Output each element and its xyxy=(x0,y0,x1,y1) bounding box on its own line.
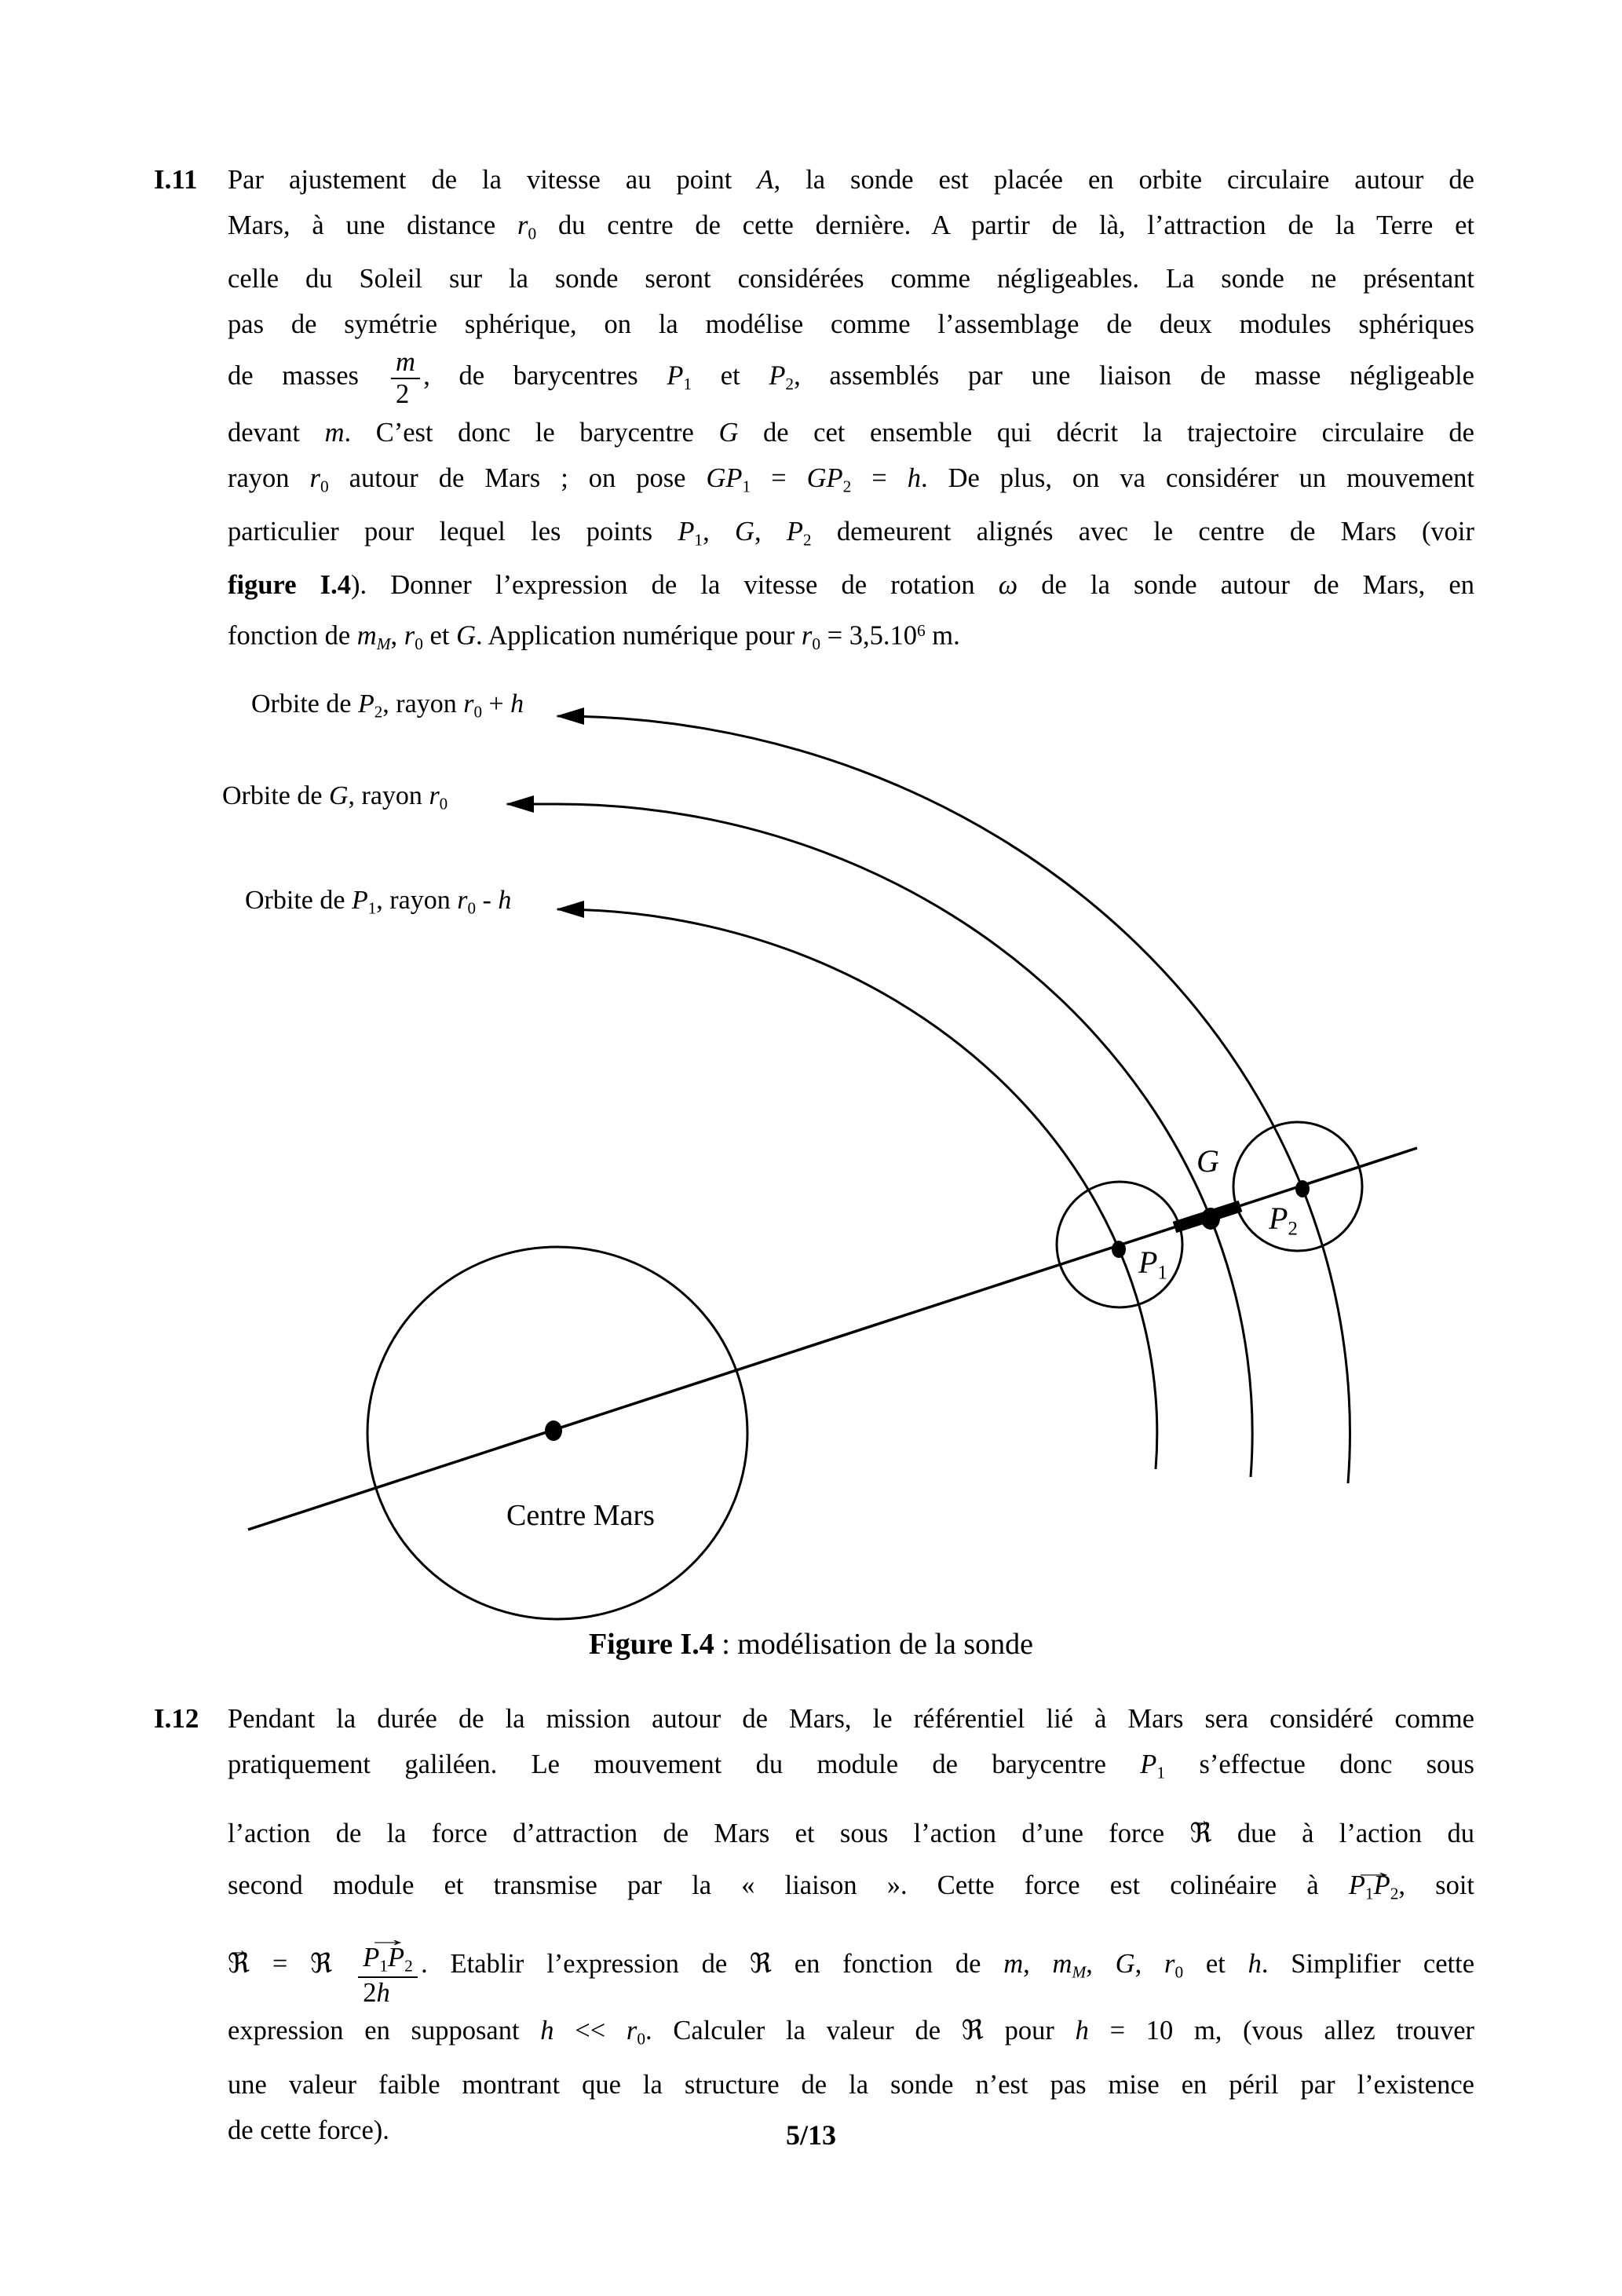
text-line: pratiquement galiléen. Le mouvement du module de barycentre $P_1$ s’effectue donc sous xyxy=(228,1749,1474,1782)
arrowhead-orbit-g-icon xyxy=(506,795,534,813)
text-line: Pendant la durée de la mission autour de Mars, le référentiel lié à Mars sera considéré comme xyxy=(228,1704,1474,1734)
text-line: celle du Soleil sur la sonde seront considérées comme négligeables. La sonde ne présentant xyxy=(228,264,1474,294)
question-label-i11: I.11 xyxy=(154,164,198,195)
question-label-i12: I.12 xyxy=(154,1703,199,1734)
text-line: pas de symétrie sphérique, on la modélise comme l’assemblage de deux modules sphériques xyxy=(228,309,1474,340)
question-paragraph-i12 xyxy=(228,1696,1474,2153)
text-line: second module et transmise par la « liaison ». Cette force est colinéaire à $P_1P_2$ →, soit xyxy=(228,1863,1474,1916)
point-g-label: G xyxy=(1196,1143,1219,1179)
orbit-p2-label: Orbite de $P_2$, rayon $r_0 + h$ xyxy=(251,689,524,722)
g-dot xyxy=(1201,1208,1220,1230)
page-number: 5/13 xyxy=(785,2119,836,2151)
text-line: une valeur faible montrant que la structure de la sonde n’est pas mise en péril par l’existence xyxy=(228,2069,1474,2100)
p2-dot xyxy=(1295,1180,1310,1197)
text-line: l’action de la force d’attraction de Mars et sous l’action d’une force ℜ → due à l’action du xyxy=(228,1811,1474,1856)
text-line: de masses $\frac{m}{2}$ , de barycentres $P_1$ et $P_2$, assemblés par une liaison de masse négligeable xyxy=(228,347,1474,410)
text-line: expression en supposant $h << r_0$. Calculer la valeur de ℜ pour h = 10 m, (vous allez trouver xyxy=(228,2016,1475,2049)
text-line: rayon $r_0$ autour de Mars ; on pose $GP_1 = GP_2 = h$. De plus, on va considérer un mouvement xyxy=(228,462,1474,496)
p1-dot xyxy=(1112,1241,1126,1258)
point-p2-label: $P_2$ xyxy=(1269,1201,1298,1240)
arrowhead-orbit-p2-icon xyxy=(556,707,584,725)
arrowhead-orbit-p1-icon xyxy=(556,901,584,918)
orbit-arc-p2 xyxy=(557,716,1350,1483)
text-line: de cette force). xyxy=(228,2115,389,2145)
question-paragraph-i11 xyxy=(228,157,1474,667)
text-line: devant m. C’est donc le barycentre G de cet ensemble qui décrit la trajectoire circulaire de xyxy=(228,417,1474,448)
text-line: Par ajustement de la vitesse au point A, la sonde est placée en orbite circulaire autour de xyxy=(228,165,1474,195)
text-line: ℜ → = ℜ $\frac{P_1P_2 \to}{2h}$ . Etablir l’expression de ℜ en fonction de m, $m_M$, G, $r_0$ et h. Simplifier cette xyxy=(228,1925,1474,2008)
mars-center-dot xyxy=(545,1420,562,1441)
orbit-arc-p1 xyxy=(557,909,1157,1469)
text-line: figure I.4). Donner l’expression de la vitesse de rotation ω de la sonde autour de Mars, en xyxy=(228,570,1474,601)
text-line: particulier pour lequel les points $P_1$, G, $P_2$ demeurent alignés avec le centre de Mars (voir xyxy=(228,517,1475,550)
point-p1-label: $P_1$ xyxy=(1138,1245,1167,1284)
centre-mars-label: Centre Mars xyxy=(506,1499,655,1532)
orbit-g-label: Orbite de G, rayon $r_0$ xyxy=(222,781,448,813)
alignment-line xyxy=(248,1148,1417,1530)
text-line: fonction de $m_M$, $r_0$ et G. Application numérique pour $r_0 = 3,5.10^6$ m. xyxy=(228,621,960,654)
orbit-p1-label: Orbite de $P_1$, rayon $r_0$ - h xyxy=(245,886,512,918)
orbit-arc-g xyxy=(557,804,1252,1477)
figure-caption: Figure I.4 : modélisation de la sonde xyxy=(588,1628,1034,1661)
text-line: Mars, à une distance $r_0$ du centre de cette dernière. A partir de là, l’attraction de la Terre et xyxy=(228,210,1474,243)
